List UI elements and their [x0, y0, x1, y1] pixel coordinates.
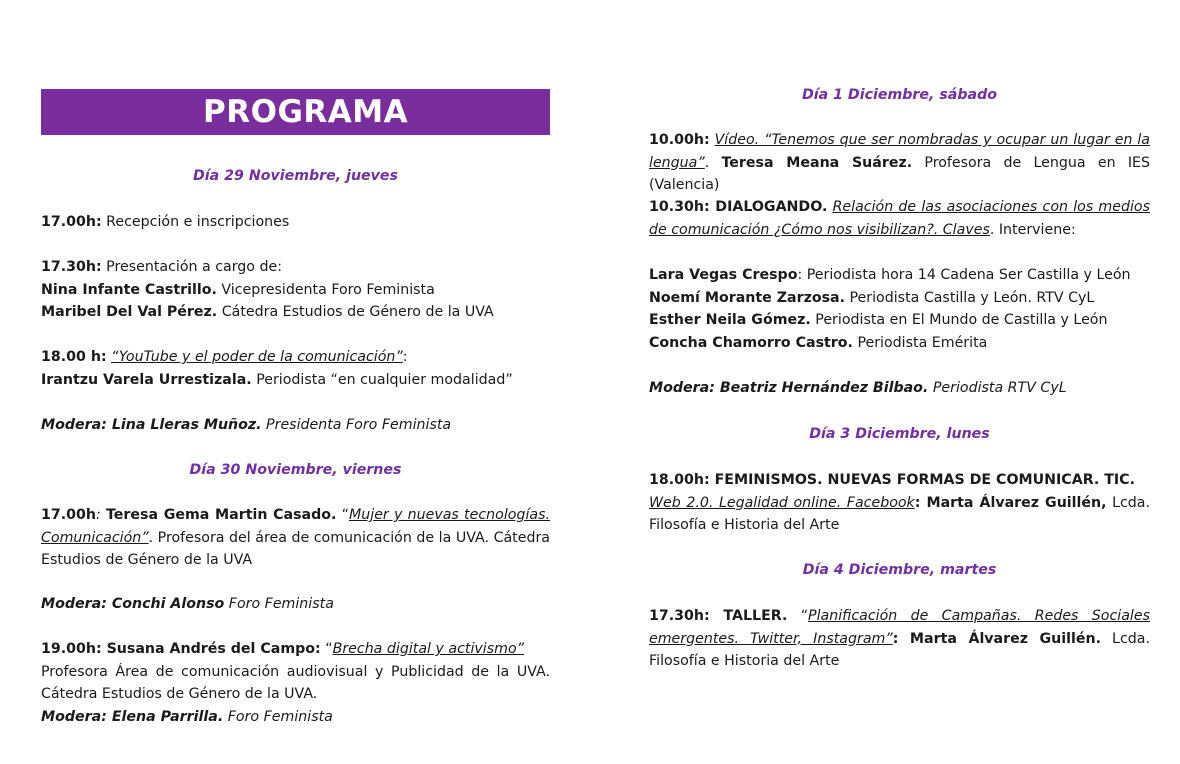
- event-time: 17.00h:: [41, 214, 102, 230]
- presenter-name: Maribel Del Val Pérez.: [41, 304, 218, 320]
- event-time: 18.00 h:: [41, 349, 107, 365]
- presenter-1: [41, 279, 550, 302]
- speaker-role: . Profesora del área de comunicación de la UVA. Cátedra Estudios de Género de la UVA: [41, 529, 550, 568]
- moderator-beatriz: [649, 377, 1150, 400]
- event-18-00-youtube: [41, 346, 550, 391]
- speaker-role: Profesora de Lengua en IES (Valencia): [649, 154, 1150, 193]
- speaker-role: Profesora Área de comunicación audiovisual y Publicidad de la UVA.: [41, 663, 550, 680]
- event-lead: 19.00h: Susana Andrés del Campo:: [41, 641, 321, 657]
- moderator-label: Modera: Conchi Alonso: [41, 596, 225, 612]
- moderator-label: Modera: Lina Lleras Muñoz.: [41, 417, 262, 433]
- punctuation: :: [402, 349, 408, 365]
- speaker-name: Marta Álvarez Guillén,: [920, 494, 1107, 511]
- presenter-role: Vicepresidenta Foro Feminista: [216, 281, 435, 298]
- moderator-lina: [41, 414, 550, 437]
- event-time: 17.00h: [41, 507, 96, 523]
- day-heading-3: Día 3 Diciembre, lunes: [809, 426, 990, 442]
- event-10-30-dialogando: [649, 196, 1150, 241]
- event-17-00-teresa: [41, 504, 550, 572]
- panelist: [649, 332, 1150, 355]
- speaker-role: Periodista “en cualquier modalidad”: [251, 371, 513, 388]
- presenter-2: [41, 301, 550, 324]
- panelist-name: Noemí Morante Zarzosa.: [649, 289, 845, 306]
- panelist-role: Periodista en El Mundo de Castilla y León: [810, 312, 1108, 328]
- panelist-role: Periodista Castilla y León. RTV CyL: [844, 289, 1095, 306]
- panelists-list: [649, 264, 1150, 354]
- event-17-30-taller: [649, 605, 1150, 673]
- speaker-role: Lcda. Filosofía e Historia del Arte: [649, 630, 1150, 669]
- panelist-name: Concha Chamorro Castro.: [649, 334, 853, 351]
- talk-line: [41, 346, 550, 369]
- event-text: . Interviene:: [989, 221, 1076, 238]
- event-10-00-video: [649, 129, 1150, 197]
- moderator-label: Modera: Beatriz Hernández Bilbao.: [649, 380, 929, 396]
- programa-banner: PROGRAMA: [41, 89, 550, 135]
- presenter-role: Cátedra Estudios de Género de la UVA: [217, 304, 494, 320]
- presentation-line: [41, 256, 550, 279]
- event-19-00-susana: [41, 638, 550, 728]
- event-17-00-reception: [41, 211, 550, 234]
- day-heading-1: Día 1 Diciembre, sábado: [801, 87, 998, 103]
- event-lead: 18.00h: FEMINISMOS. NUEVAS FORMAS DE COMUNICAR. TIC.: [649, 472, 1135, 488]
- moderator-text: Periodista RTV CyL: [928, 380, 1067, 396]
- day-heading-4: Día 4 Diciembre, martes: [802, 562, 997, 578]
- panelist: [649, 287, 1150, 310]
- left-column: [41, 89, 550, 725]
- talk-title: Vídeo. “Tenemos que ser nombradas y ocupar un lugar en la lengua”: [649, 132, 1151, 171]
- talk-title: Web 2.0. Legalidad online. Facebook: [649, 494, 915, 511]
- event-time: 17.30h:: [41, 259, 102, 275]
- presenter-name: Nina Infante Castrillo.: [41, 281, 217, 298]
- event-18-00-feminismos: [649, 469, 1150, 537]
- punctuation: :: [95, 507, 107, 523]
- talk-title: Mujer y nuevas tecnologías. Comunicación”: [41, 507, 550, 546]
- punctuation: “: [336, 507, 350, 523]
- panelist-role: : Periodista hora 14 Cadena Ser Castilla y León: [797, 267, 1131, 283]
- event-17-30-presentation: [41, 256, 550, 324]
- day-heading-29: Día 29 Noviembre, jueves: [193, 168, 398, 184]
- talk-title: Relación de las asociaciones con los medios de comunicación ¿Cómo nos visibilizan?. Claves: [649, 199, 1151, 238]
- punctuation: .: [704, 154, 722, 171]
- day-heading-30: Día 30 Noviembre, viernes: [189, 462, 402, 478]
- punctuation: :: [914, 494, 921, 511]
- event-text: Presentación a cargo de:: [101, 259, 283, 275]
- talk-line: [41, 638, 550, 661]
- event-lead: 10.30h: DIALOGANDO.: [649, 199, 828, 215]
- moderator-label: Modera: Elena Parrilla.: [41, 708, 224, 725]
- moderator-text: Foro Feminista: [224, 596, 334, 612]
- moderator-text: Foro Feminista: [223, 708, 333, 725]
- speaker-line: [41, 369, 550, 392]
- talk-title: Planificación de Campañas. Redes Sociales emergentes. Twitter, Instagram”: [649, 608, 1150, 647]
- moderator-elena: [41, 706, 550, 729]
- speaker-role: Lcda. Filosofía e Historia del Arte: [649, 494, 1150, 533]
- speaker-affiliation: Cátedra Estudios de Género de la UVA.: [41, 686, 318, 702]
- event-time: 10.00h:: [649, 132, 710, 148]
- moderator-text: Presidenta Foro Feminista: [261, 417, 452, 433]
- panelist: [649, 309, 1150, 332]
- moderator-conchi: [41, 593, 550, 616]
- punctuation: :: [892, 630, 899, 647]
- speaker-name: Marta Álvarez Guillén.: [898, 630, 1101, 647]
- panelist-name: Lara Vegas Crespo: [649, 267, 798, 283]
- talk-title: Brecha digital y activismo”: [332, 641, 524, 657]
- panelist-name: Esther Neila Gómez.: [649, 312, 811, 328]
- speaker-name: Teresa Meana Suárez.: [721, 154, 913, 171]
- panelist-role: Periodista Emérita: [852, 334, 988, 351]
- event-text: Recepción e inscripciones: [101, 214, 290, 230]
- punctuation: “: [320, 641, 333, 657]
- panelist: [649, 264, 1150, 287]
- speaker-name: Irantzu Varela Urrestizala.: [41, 371, 252, 388]
- punctuation: “: [787, 608, 809, 624]
- speaker-name: Teresa Gema Martin Casado.: [106, 507, 337, 523]
- talk-title: “YouTube y el poder de la comunicación”: [111, 349, 403, 365]
- event-lead: 17.30h: TALLER.: [649, 608, 788, 624]
